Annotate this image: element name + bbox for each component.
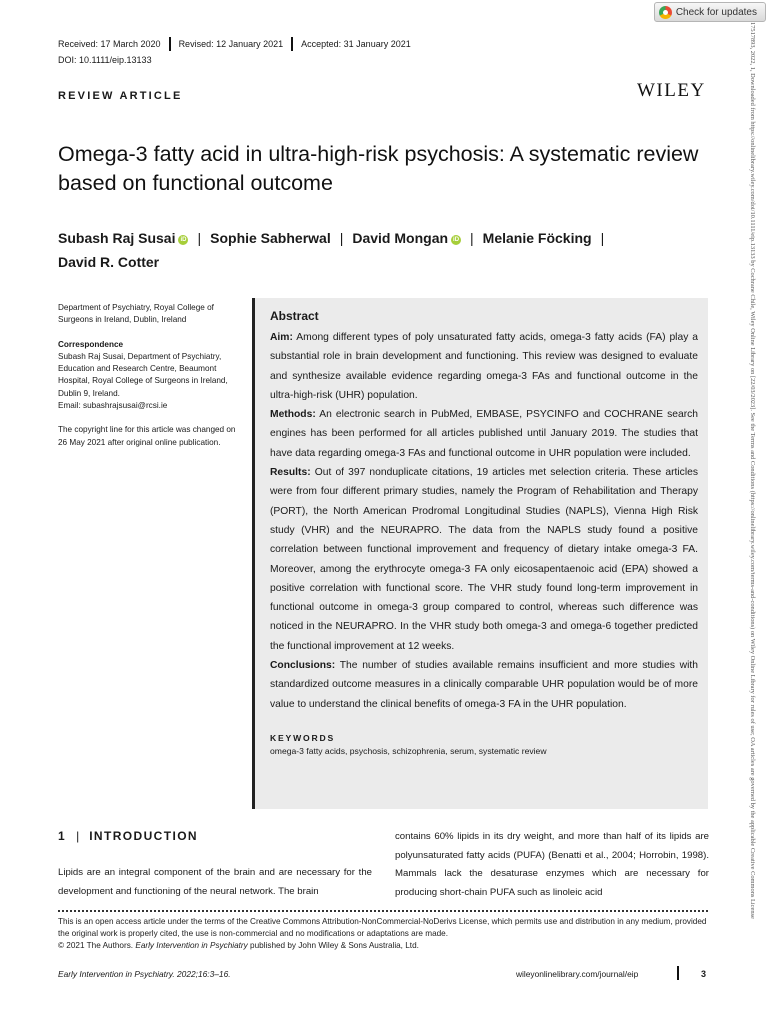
author-list — [58, 226, 718, 274]
results-label: Results: — [270, 467, 311, 479]
license-divider — [58, 910, 708, 912]
body-column-left — [58, 864, 372, 901]
article-dates — [58, 37, 411, 51]
footer-divider — [677, 966, 679, 980]
aim-text: Among different types of poly unsaturated fatty acids, omega-3 fatty acids (FA) play a substantial role in brain development and functioning. This review was designed to evaluate and synthesize available evidence regarding omega-3 FAs and functional outcome in the ultra-high-risk (UHR) population. — [270, 332, 698, 401]
body-column-right — [395, 828, 709, 902]
methods-text: An electronic search in PubMed, EMBASE, PSYCINFO and COCHRANE search engines has been performed for all articles published until January 2019. The studies that have data regarding omega-3 FAs and functional outcome in UHR population were included. — [270, 409, 699, 459]
abstract-heading: Abstract — [270, 309, 319, 323]
abstract-methods — [270, 405, 698, 463]
abstract-panel — [252, 298, 708, 809]
section-title: INTRODUCTION — [89, 829, 198, 843]
copyright-note: The copyright line for this article was changed on 26 May 2021 after original online publication. — [58, 425, 236, 447]
author-separator: | — [339, 230, 344, 246]
article-type: REVIEW ARTICLE — [58, 90, 183, 102]
conclusions-label: Conclusions: — [270, 660, 336, 672]
license-text: This is an open access article under the terms of the Creative Commons Attribution-NonCommercial-NoDerivs License, which permits use and distribution in any medium, provided the original work is properly cited, the use is non-commercial and no modifications or adaptations are made. — [58, 917, 707, 939]
footer-journal-url[interactable]: wileyonlinelibrary.com/journal/eip — [516, 969, 639, 979]
results-text: Out of 397 nonduplicate citations, 19 articles met selection criteria. These articles were from four different primary studies, namely the Program of Rehabilitation and Therapy (PORT), the North American Prodromal Longitudinal Studies (NAPLS), Vienna High Risk study (VHR) and the NEURAPRO. The data from the NAPLS study found a positive correlation between functional improvement and frequency of dietary intake omega-3 FA. Moreover, among the erythrocyte omega-3 FA only eicosapentaenoic acid (EPA) showed a positive correlation with functional score. The VHR study found long-term improvement in functional outcome in omega-3 group compared to control, whereas such difference was noticed in the NEURAPRO. In the VHR study both omega-3 and omega-6 together predicted the functional improvement at 12 weeks. — [270, 467, 698, 652]
accepted-date: Accepted: 31 January 2021 — [301, 39, 411, 49]
article-info-column — [58, 302, 242, 461]
correspondence-email[interactable]: Email: subashrajsusai@rcsi.ie — [58, 401, 168, 411]
body-paragraph: Lipids are an integral component of the brain and are necessary for the development and functioning of the neural network. The brain — [58, 867, 372, 897]
body-paragraph: contains 60% lipids in its dry weight, and more than half of its lipids are polyunsaturated fatty acids (PUFA) (Benatti et al., 2004; Horrobin, 1998). Mammals lack the desaturase enzymes which are necessary for producing short-chain PUFA such as linoleic acid — [395, 831, 709, 898]
abstract-aim — [270, 328, 698, 405]
author-separator: | — [600, 230, 605, 246]
check-for-updates-button[interactable] — [654, 2, 766, 22]
copyright-line — [58, 940, 708, 952]
section-separator: | — [76, 829, 80, 843]
license-notice — [58, 916, 708, 953]
copyright-suffix: published by John Wiley & Sons Australia, Ltd. — [250, 941, 419, 951]
page-number: 3 — [701, 969, 707, 979]
author-name[interactable]: David Mongan — [352, 230, 449, 246]
journal-name: Early Intervention in Psychiatry — [135, 941, 248, 951]
conclusions-text: The number of studies available remains insufficient and more studies with standardized outcome measures in a clinically comparable UHR population would be of more value to understand the clinical benefits of omega-3 FA in the UHR population. — [270, 660, 698, 710]
article-title: Omega-3 fatty acid in ultra-high-risk psychosis: A systematic review based on functional outcome — [58, 142, 699, 195]
abstract-conclusions — [270, 656, 698, 714]
footer-citation: Early Intervention in Psychiatry. 2022;16:3–16. — [58, 969, 231, 979]
check-for-updates-label: Check for updates — [675, 6, 757, 18]
author-name[interactable]: Melanie Föcking — [482, 230, 592, 246]
orcid-icon[interactable]: iD — [453, 237, 460, 243]
publisher-logo: WILEY — [637, 80, 706, 101]
keywords-heading: KEYWORDS — [270, 732, 336, 743]
author-separator: | — [197, 230, 202, 246]
copyright-prefix: © 2021 The Authors. — [58, 941, 134, 951]
correspondence-address: Subash Raj Susai, Department of Psychiatry, Education and Research Centre, Beaumont Hospital, Royal College of Surgeons in Ireland, Dublin 9, Ireland. — [58, 351, 228, 398]
revised-date: Revised: 12 January 2021 — [178, 39, 284, 49]
correspondence-heading: Correspondence — [58, 339, 124, 349]
crossmark-icon — [659, 6, 672, 19]
author-name[interactable]: David R. Cotter — [58, 254, 160, 270]
aim-label: Aim: — [270, 332, 293, 343]
divider — [291, 37, 293, 51]
section-heading-introduction — [58, 829, 198, 843]
keywords-list: omega-3 fatty acids, psychosis, schizophrenia, serum, systematic review — [270, 745, 547, 756]
divider — [169, 37, 171, 51]
download-watermark: 17517893, 2022, 1, Downloaded from https://onlinelibrary.wiley.com/doi/10.1111/eip.13133 by Cochrane Chile, Wiley Online Library on [22/03/2023]. See the Terms and Conditions (https://onlinelibrary.wiley.com/terms-and-conditions) on Wiley Online Library for rules of use; OA articles are governed by the applicable Creative Commons License — [749, 22, 756, 919]
section-number: 1 — [58, 829, 67, 843]
author-name[interactable]: Sophie Sabherwal — [210, 230, 331, 246]
methods-label: Methods: — [270, 409, 316, 421]
received-date: Received: 17 March 2020 — [58, 39, 161, 49]
abstract-results — [270, 463, 698, 656]
orcid-icon[interactable]: iD — [180, 237, 187, 243]
affiliation: Department of Psychiatry, Royal College of Surgeons in Ireland, Dublin, Ireland — [58, 303, 214, 325]
author-separator: | — [470, 230, 474, 246]
author-name[interactable]: Subash Raj Susai — [58, 230, 176, 246]
doi[interactable]: DOI: 10.1111/eip.13133 — [58, 55, 152, 65]
